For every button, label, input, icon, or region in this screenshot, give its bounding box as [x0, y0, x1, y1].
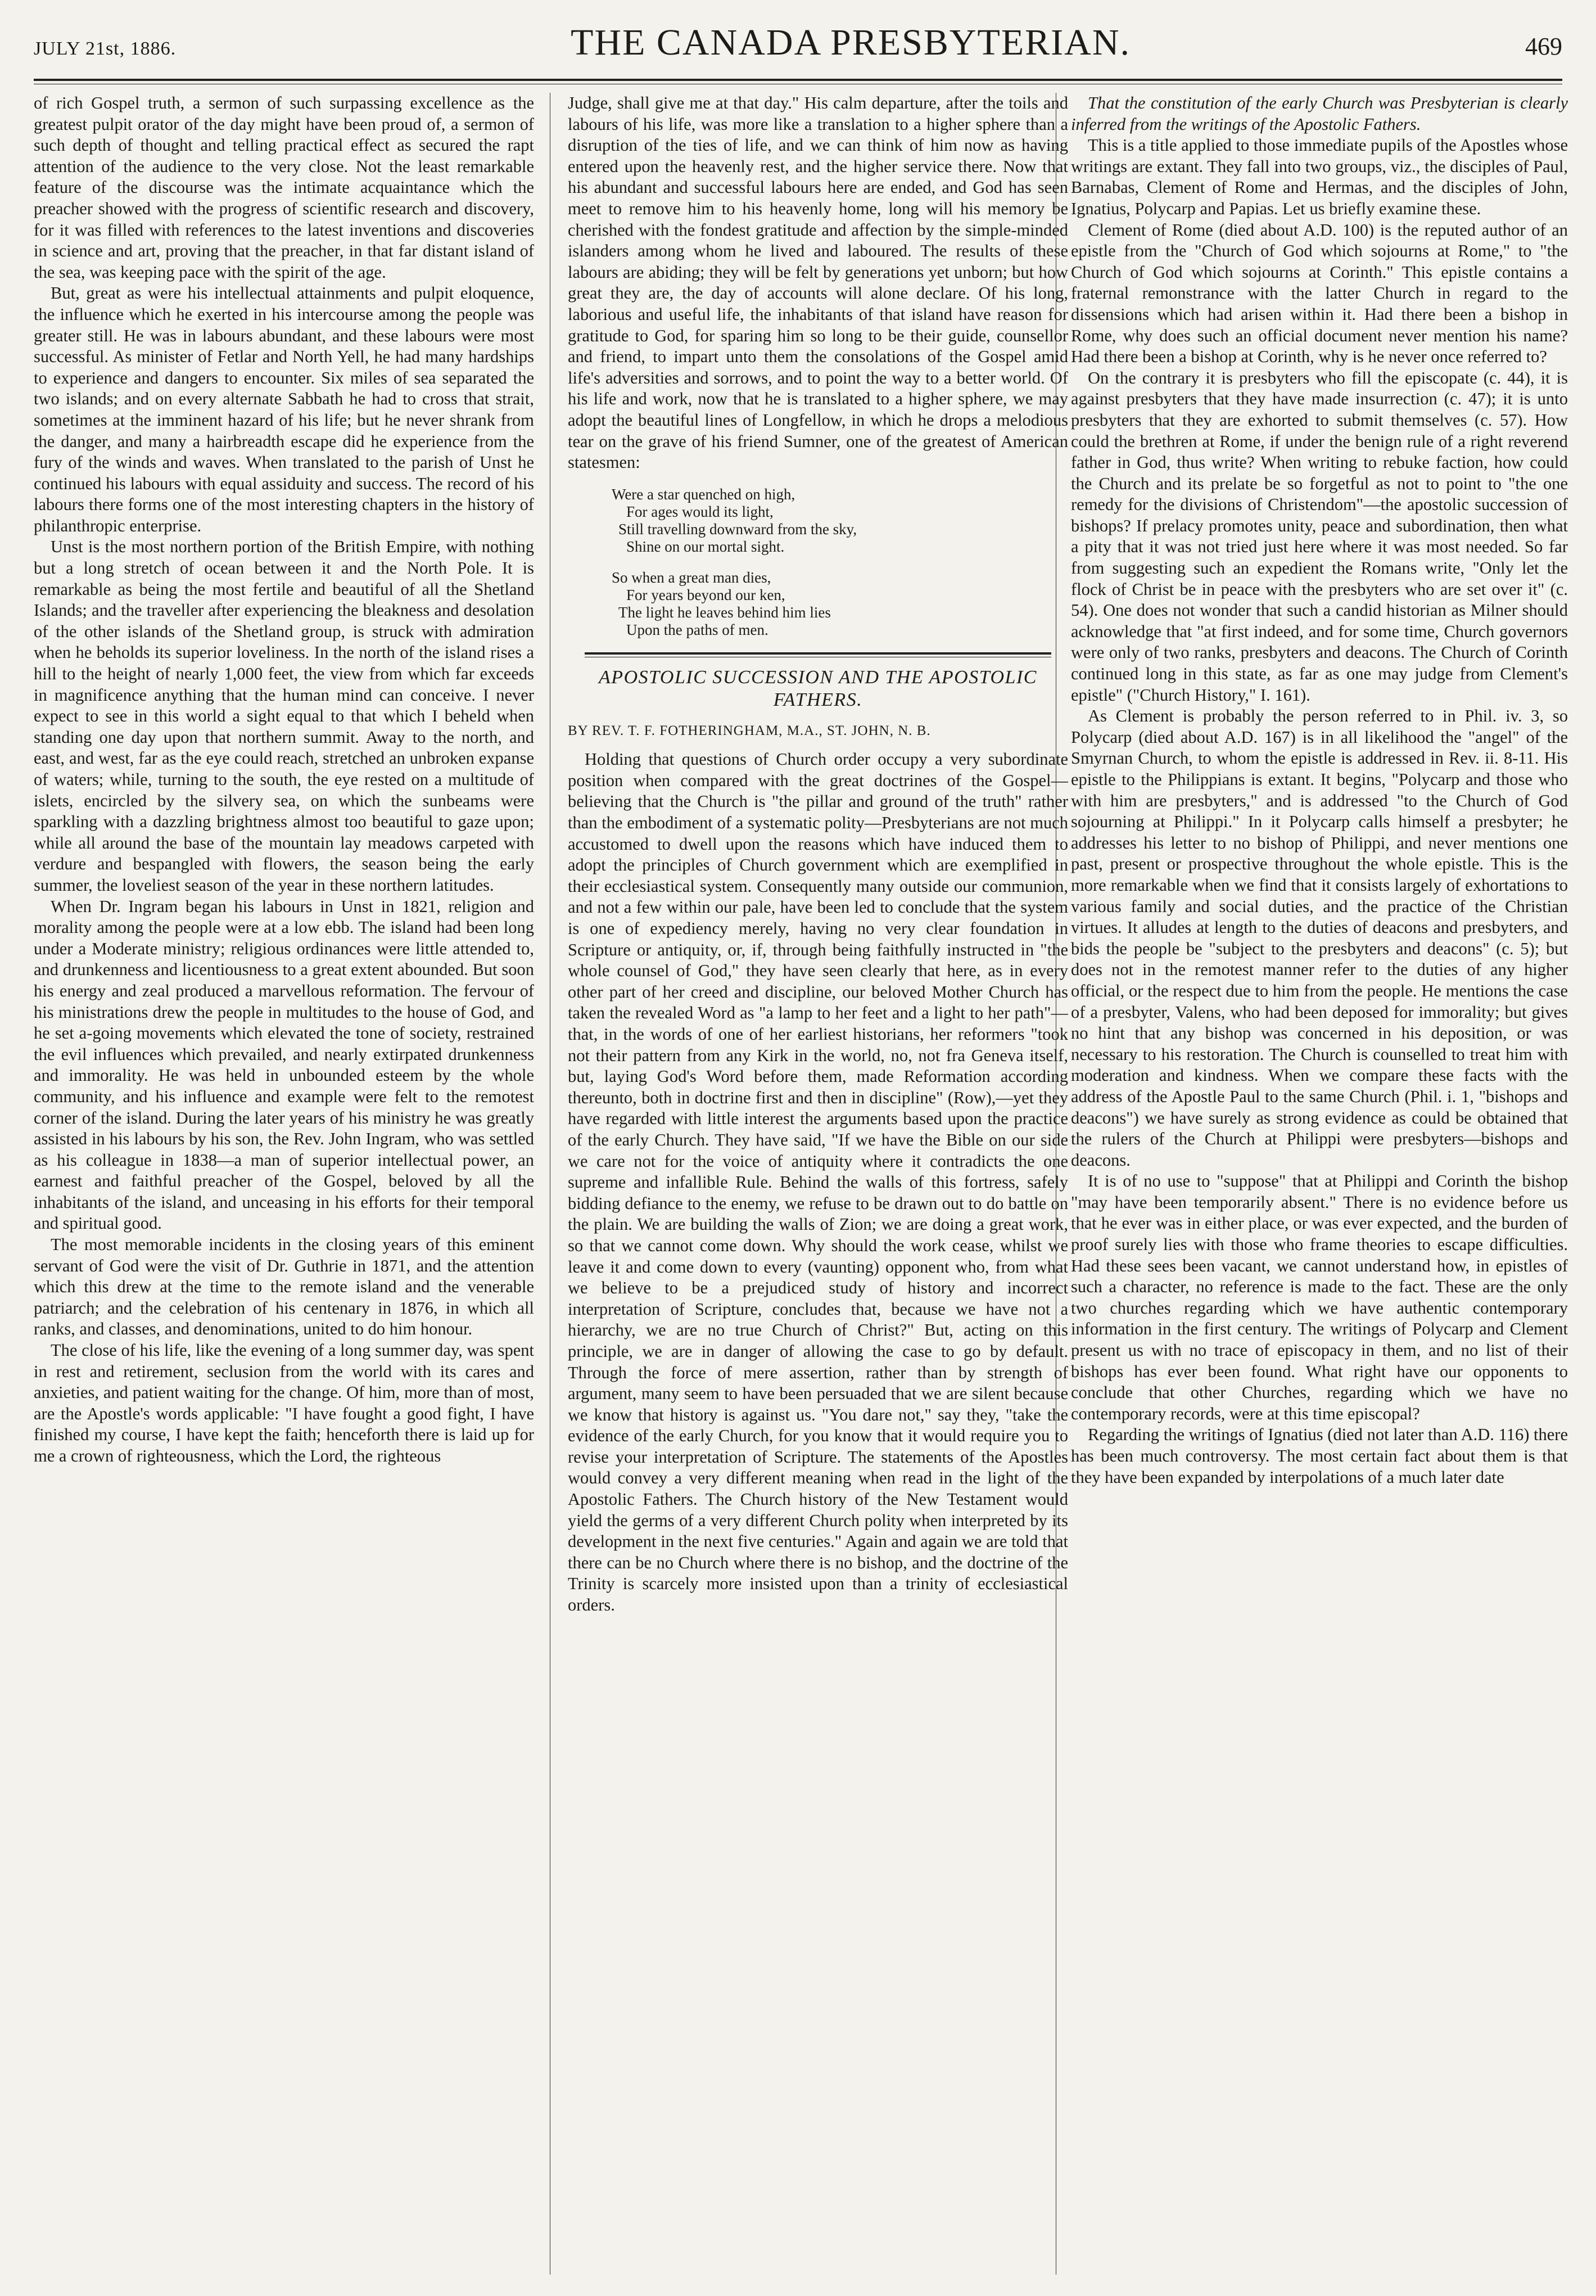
- paragraph: Holding that questions of Church order occupy a very subordinate position when compared with the great doctrines of the Gospel—believing that the Church is "the pillar and ground of the truth" rather than the embodiment of a systematic polity—Presbyterians are not much accustomed to dwell upon the reasons which have induced them to adopt the principles of Church government which are exemplified in their ecclesiastical system. Consequently many outside our communion, and not a few within our pale, have been led to conclude that the system is one of expediency merely, having no very clear foundation in Scripture or antiquity, or, if, through being faithfully instructed in "the whole counsel of God," they have seen clearly that here, as in every other part of her creed and discipline, our beloved Mother Church has taken the revealed Word as "a lamp to her feet and a light to her path"—that, in the words of one of her earliest historians, her reformers "took not their pattern from any Kirk in the world, no, not fra Geneva itself, but, laying God's Word before them, made Reformation according thereunto, both in doctrine first and then in discipline" (Row),—yet they have regarded with little interest the arguments based upon the practice of the early Church. They have said, "If we have the Bible on our side we care not for the voice of antiquity where it contradicts the one supreme and infallible Rule. Behind the walls of this fortress, safely bidding defiance to the enemy, we refuse to be drawn out to do battle on the plain. We are building the walls of Zion; we are doing a great work, so that we cannot come down. Why should the work cease, whilst we leave it and come down to every (vaunting) opponent who, from what we believe to be a prejudiced study of history and incorrect interpretation of Scripture, concludes that, because we have not a hierarchy, we are no true Church of Christ?" But, acting on this principle, we are in danger of allowing the case to go by default. Through the force of mere assertion, rather than by strength of argument, many seem to have been persuaded that we are silent because we know that history is against us. "You dare not," say they, "take the evidence of the early Church, for you know that it would require you to revise your interpretation of Scripture. The statements of the Apostles would convey a very different meaning when read in the light of the Apostolic Fathers. The Church history of the New Testament would yield the germs of a very different Church polity when interpreted by its development in the next five centuries." Again and again we are told that there can be no Church where there is no bishop, and the doctrine of the Trinity is scarcely more insisted upon than a trinity of ecclesiastical orders.: [568, 750, 1068, 1615]
- poem-line: Still travelling downward from the sky,: [618, 520, 857, 538]
- paragraph: Judge, shall give me at that day." His calm departure, after the toils and labours of his life, was more like a translation to a higher sphere than a disruption of the ties of life, and we can think of him now as having entered upon the heavenly rest, and the higher service there. Now that his abundant and successful labours here are ended, and God has seen meet to remove him to his heavenly home, long will his memory be cherished with the fondest gratitude and affection by the simple-minded islanders among whom he lived and laboured. The results of these labours are abiding; they will be felt by generations yet unborn; but how great they are, the day of accounts will alone declare. Of his long, laborious and useful life, the inhabitants of that island have reason for gratitude to God, for sparing him so long to be their guide, counsellor and friend, to impart unto them the consolations of the Gospel amid life's adversities and sorrows, and to point the way to a better world. Of his life and work, now that he is translated to a higher sphere, we may adopt the beautiful lines of Longfellow, in which he drops a melodious tear on the grave of his friend Sumner, one of the greatest of American statesmen:: [568, 93, 1068, 472]
- poem: [612, 486, 1068, 639]
- poem-line: So when a great man dies,: [612, 569, 771, 586]
- section-heading: That the constitution of the early Church was Presbyterian is clearly inferred from the writings of the Apostolic Fathers.: [1071, 93, 1568, 134]
- poem-stanza: [612, 569, 1068, 639]
- poem-line: For years beyond our ken,: [626, 586, 785, 603]
- poem-stanza: [612, 486, 1068, 556]
- paragraph: The close of his life, like the evening of a long summer day, was spent in rest and retirement, seclusion from the world with its cares and anxieties, and patient waiting for the change. Of him, more than of most, are the Apostle's words applicable: "I have fought a good fight, I have finished my course, I have kept the faith; henceforth there is laid up for me a crown of righteousness, which the Lord, the righteous: [34, 1341, 534, 1465]
- issue-date: JULY 21st, 1886.: [34, 38, 177, 59]
- paragraph: As Clement is probably the person referred to in Phil. iv. 3, so Polycarp (died about A.D. 167) is in all likelihood the "angel" of the Smyrnan Church, to whom the epistle is addressed in Rev. ii. 8-11. His epistle to the Philippians is extant. It begins, "Polycarp and those who with him are presbyters," and is addressed "to the Church of God sojourning at Philippi." In it Polycarp calls himself a presbyter; he addresses his letter to no bishop of Philippi, and never mentions one past, present or prospective throughout the whole epistle. This is the more remarkable when we find that it consists largely of exhortations to various family and social duties, and the practice of the Christian virtues. It alludes at length to the duties of deacons and presbyters, and bids the people be "subject to the presbyters and deacons" (c. 5); but does not in the remotest manner refer to the duties of any higher official, or the respect due to him from the people. He mentions the case of a presbyter, Valens, who had been deposed for immorality; but gives no hint that any bishop was concerned in his deposition, or was necessary to his restoration. The Church is counselled to treat him with moderation and kindness. When we compare these facts with the address of the Apostle Paul to the same Church (Phil. i. 1, "bishops and deacons") we have surely as strong evidence as could be obtained that the rulers of the Church at Philippi were presbyters—bishops and deacons.: [1071, 706, 1568, 1170]
- paragraph: The most memorable incidents in the closing years of this eminent servant of God were the visit of Dr. Guthrie in 1871, and the attention which this drew at the time to the remote island and the venerable patriarch; and the celebration of his centenary in 1876, in which all ranks, and classes, and denominations, united to do him honour.: [34, 1235, 534, 1339]
- page-header: [34, 21, 1562, 66]
- column-1: [34, 93, 534, 2275]
- paragraph: of rich Gospel truth, a sermon of such surpassing excellence as the greatest pulpit orator of the day might have been proud of, a sermon of such depth of thought and telling practical effect as secured the rapt attention of the audience to the very close. Not the least remarkable feature of the discourse was the intimate acquaintance which the preacher showed with the progress of scientific research and discovery, for it was filled with references to the latest inventions and discoveries in science and art, proving that the preacher, in that far distant island of the sea, was keeping pace with the spirit of the age.: [34, 93, 534, 282]
- paragraph: On the contrary it is presbyters who fill the episcopate (c. 44), it is against presbyters that they have made insurrection (c. 47); it is unto presbyters that they are exhorted to submit themselves (c. 57). How could the brethren at Rome, if under the benign rule of a right reverend father in God, thus write? When writing to rebuke faction, how could the Church and its prelate be so forgetful as not to point to "the one remedy for the divisions of Christendom"—the apostolic succession of bishops? If prelacy promotes unity, peace and subordination, then what a pity that it was not tried just here where it was most needed. So far from suggesting such an expedient the Romans write, "Only let the flock of Christ be in peace with the presbyters who are set over it" (c. 54). One does not wonder that such a candid historian as Milner should acknowledge that "at first indeed, and for some time, Church governors were only of two ranks, presbyters and deacons. The Church of Corinth continued long in this state, as far as one may judge from Clement's epistle" ("Church History," I. 161).: [1071, 368, 1568, 705]
- poem-line: The light he leaves behind him lies: [618, 603, 831, 621]
- header-rule: [34, 79, 1562, 84]
- paragraph: Regarding the writings of Ignatius (died not later than A.D. 116) there has been much controversy. The most certain fact about them is that they have been expanded by interpolations of a much later date: [1071, 1425, 1568, 1487]
- column-3: [1071, 93, 1568, 2275]
- poem-line: Shine on our mortal sight.: [626, 538, 785, 555]
- article-byline: BY REV. T. F. FOTHERINGHAM, M.A., ST. JOHN, N. B.: [568, 723, 931, 738]
- poem-line: Were a star quenched on high,: [612, 485, 795, 503]
- article-title: APOSTOLIC SUCCESSION AND THE APOSTOLIC FATHERS.: [599, 666, 1037, 710]
- paragraph: This is a title applied to those immediate pupils of the Apostles whose writings are extant. They fall into two groups, viz., the disciples of Paul, Barnabas, Clement of Rome and Hermas, and the disciples of John, Ignatius, Polycarp and Papias. Let us briefly examine these.: [1071, 136, 1568, 218]
- column-2: [568, 93, 1068, 2275]
- paragraph: It is of no use to "suppose" that at Philippi and Corinth the bishop "may have been temporarily absent." There is no evidence before us that he ever was in either place, or was ever expected, and the burden of proof surely lies with those who frame theories to escape difficulties. Had these sees been vacant, we cannot understand how, in epistles of such a character, no reference is made to the fact. These are the only two churches regarding which we have authentic contemporary information in the first century. The writings of Polycarp and Clement present us with no trace of episcopacy in them, and no list of their bishops has ever been found. What right have our opponents to conclude that other Churches, regarding which we have no contemporary records, were at this time episcopal?: [1071, 1171, 1568, 1423]
- poem-line: For ages would its light,: [626, 503, 774, 520]
- paragraph: Unst is the most northern portion of the British Empire, with nothing but a long stretch of ocean between it and the North Pole. It is remarkable as being the most fertile and beautiful of all the Shetland Islands; and the traveller after experiencing the bleakness and desolation of the other islands of the Shetland group, is struck with admiration when he beholds its superior loveliness. In the north of the island rises a hill to the height of nearly 1,000 feet, the view from which far exceeds in magnificence anything that the human mind can conceive. I never expect to see in this world a sight equal to that which I beheld when standing one day upon that northern summit. Away to the north, and east, and west, far as the eye could reach, stretched an unbroken expanse of waters; while, turning to the south, the eye rested on a multitude of islets, encircled by the silvery sea, on which the sunbeams were sparkling with a dazzling brightness almost too beautiful to gaze upon; while all around the base of the mountain lay meadows carpeted with verdure and bespangled with flowers, the season being the early summer, the loveliest season of the year in these northern latitudes.: [34, 537, 534, 895]
- article-separator: [585, 652, 1051, 657]
- paragraph: But, great as were his intellectual attainments and pulpit eloquence, the influence which he exerted in his intercourse among the people was greater still. He was in labours abundant, and these labours were most successful. As minister of Fetlar and North Yell, he had many hardships to experience and dangers to encounter. Six miles of sea separated the two islands; and on every alternate Sabbath he had to cross that strait, sometimes at the imminent hazard of his life; but he never shrank from the danger, and many a hairbreadth escape did he experience from the fury of the winds and waves. When translated to the parish of Unst he continued his labours with equal assiduity and success. The record of his labours there forms one of the most interesting chapters in the history of philanthropic enterprise.: [34, 283, 534, 535]
- masthead-title: THE CANADA PRESBYTERIAN.: [571, 22, 1131, 63]
- page-number: 469: [1525, 33, 1562, 60]
- paragraph: When Dr. Ingram began his labours in Unst in 1821, religion and morality among the people were at a low ebb. The island had been long under a Moderate ministry; religious ordinances were little attended to, and drunkenness and licentiousness to a great extent abounded. But soon his energy and zeal produced a marvellous reformation. The fervour of his ministrations drew the people in multitudes to the house of God, and he set a-going movements which elevated the tone of society, restrained the evil influences which prevailed, and nearly extirpated drunkenness and immorality. He was held in unbounded esteem by the whole community, and his influence and example were felt to the remotest corner of the island. During the later years of his ministry he was greatly assisted in his labours by his son, the Rev. John Ingram, who was settled as his colleague in 1838—a man of superior intellectual power, an earnest and faithful preacher of the Gospel, beloved by all the inhabitants of the island, and unceasing in his efforts for their temporal and spiritual good.: [34, 896, 534, 1233]
- poem-line: Upon the paths of men.: [626, 621, 768, 638]
- paragraph: Clement of Rome (died about A.D. 100) is the reputed author of an epistle from the "Church of God which sojourns at Rome," to "the Church of God which sojourns at Corinth." This epistle contains a fraternal remonstrance with the latter Church in regard to the dissensions which had arisen within it. Had there been a bishop in Rome, why does such an official document never mention his name? Had there been a bishop at Corinth, why is he never once referred to?: [1071, 220, 1568, 367]
